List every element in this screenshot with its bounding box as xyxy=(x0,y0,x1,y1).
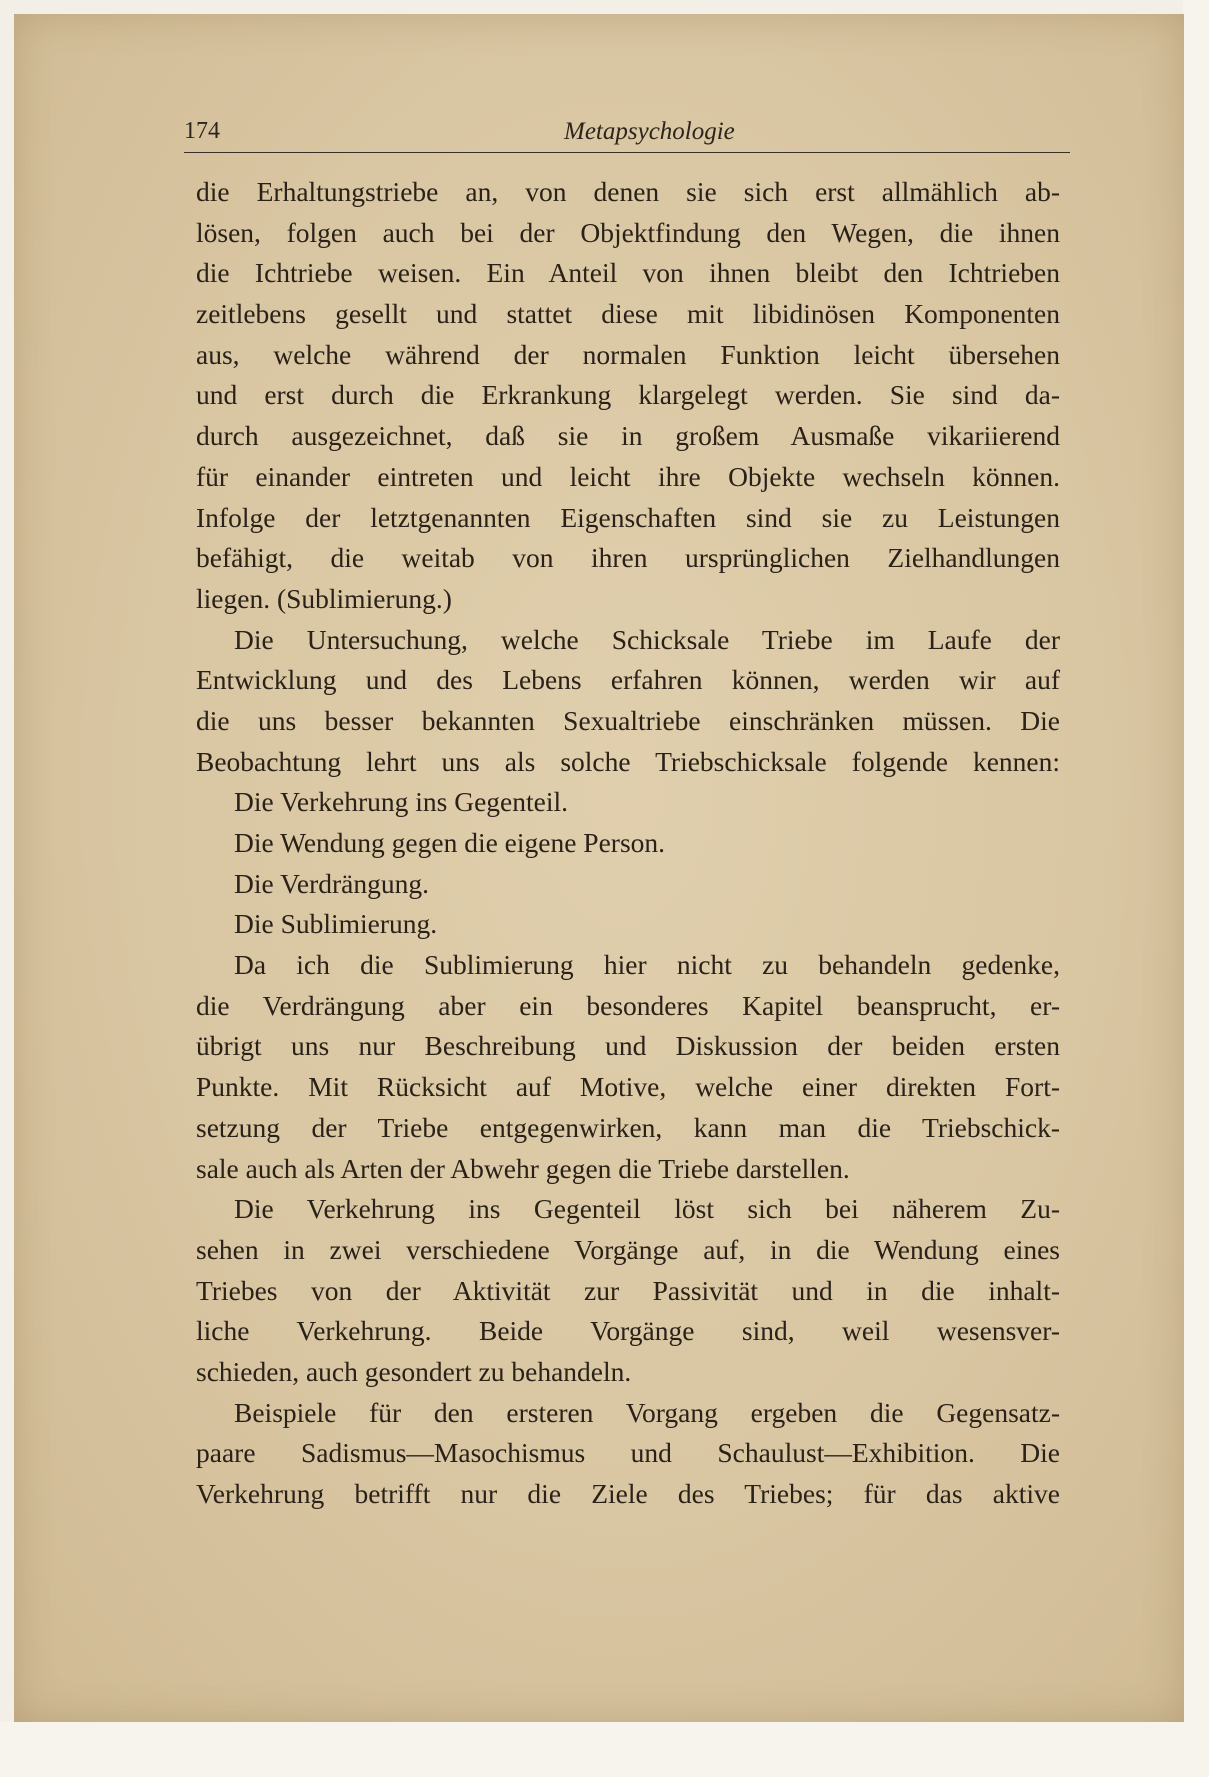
text-line: Triebes von der Aktivität zur Passivität und in die inhalt- xyxy=(196,1274,1060,1306)
text-line: Entwicklung und des Lebens erfahren können, werden wir auf xyxy=(196,664,1060,696)
text-line: Punkte. Mit Rücksicht auf Motive, welche einer direkten Fort- xyxy=(196,1071,1060,1103)
book-page xyxy=(14,14,1184,1722)
text-line: die uns besser bekannten Sexualtriebe einschränken müssen. Die xyxy=(196,704,1060,736)
text-line: liche Verkehrung. Beide Vorgänge sind, weil wesensver- xyxy=(196,1315,1060,1347)
running-title: Metapsychologie xyxy=(564,118,735,145)
list-item: Die Verkehrung ins Gegenteil. xyxy=(234,786,568,818)
text-line: Infolge der letztgenannten Eigenschaften sind sie zu Leistungen xyxy=(196,501,1060,533)
scan-margin-bottom xyxy=(0,1722,1209,1777)
text-line: aus, welche während der normalen Funktion leicht übersehen xyxy=(196,338,1060,370)
text-line: befähigt, die weitab von ihren ursprünglichen Zielhandlungen xyxy=(196,542,1060,574)
list-item: Die Sublimierung. xyxy=(234,908,438,940)
page-number: 174 xyxy=(184,118,220,144)
text-line: Da ich die Sublimierung hier nicht zu behandeln gedenke, xyxy=(234,949,1060,981)
text-line: die Verdrängung aber ein besonderes Kapitel beansprucht, er- xyxy=(196,989,1060,1021)
text-line: liegen. (Sublimierung.) xyxy=(196,582,452,614)
list-item: Die Wendung gegen die eigene Person. xyxy=(234,827,666,858)
text-line: für einander eintreten und leicht ihre Objekte wechseln können. xyxy=(196,460,1060,492)
text-line: die Erhaltungstriebe an, von denen sie sich erst allmählich ab- xyxy=(196,176,1060,207)
list-item: Die Verdrängung. xyxy=(234,867,429,899)
text-line: lösen, folgen auch bei der Objektfindung den Wegen, die ihnen xyxy=(196,216,1060,248)
text-line: sale auch als Arten der Abwehr gegen die Triebe darstellen. xyxy=(196,1152,850,1184)
text-line: paare Sadismus—Masochismus und Schaulust—Exhibition. Die xyxy=(196,1437,1060,1469)
text-line: Beobachtung lehrt uns als solche Triebschicksale folgende kennen: xyxy=(196,745,1060,777)
text-line: durch ausgezeichnet, daß sie in großem Ausmaße vikariierend xyxy=(196,420,1060,452)
text-line: Verkehrung betrifft nur die Ziele des Triebes; für das aktive xyxy=(196,1478,1060,1509)
text-line: die Ichtriebe weisen. Ein Anteil von ihnen bleibt den Ichtrieben xyxy=(196,257,1060,289)
text-line: Die Verkehrung ins Gegenteil löst sich bei näherem Zu- xyxy=(234,1193,1060,1225)
page-header xyxy=(184,118,1070,153)
text-line: schieden, auch gesondert zu behandeln. xyxy=(196,1355,632,1387)
text-line: und erst durch die Erkrankung klargelegt werden. Sie sind da- xyxy=(196,379,1060,411)
text-line: Die Untersuchung, welche Schicksale Triebe im Laufe der xyxy=(234,623,1060,655)
text-line: zeitlebens gesellt und stattet diese mit libidinösen Komponenten xyxy=(196,298,1060,330)
text-line: setzung der Triebe entgegenwirken, kann man die Triebschick- xyxy=(196,1111,1060,1143)
scan-margin-right xyxy=(1183,0,1209,1777)
body-text xyxy=(196,172,1060,1515)
text-line: sehen in zwei verschiedene Vorgänge auf, in die Wendung eines xyxy=(196,1233,1060,1265)
text-line: Beispiele für den ersteren Vorgang ergeben die Gegensatz- xyxy=(234,1396,1060,1428)
text-line: übrigt uns nur Beschreibung und Diskussion der beiden ersten xyxy=(196,1030,1060,1062)
